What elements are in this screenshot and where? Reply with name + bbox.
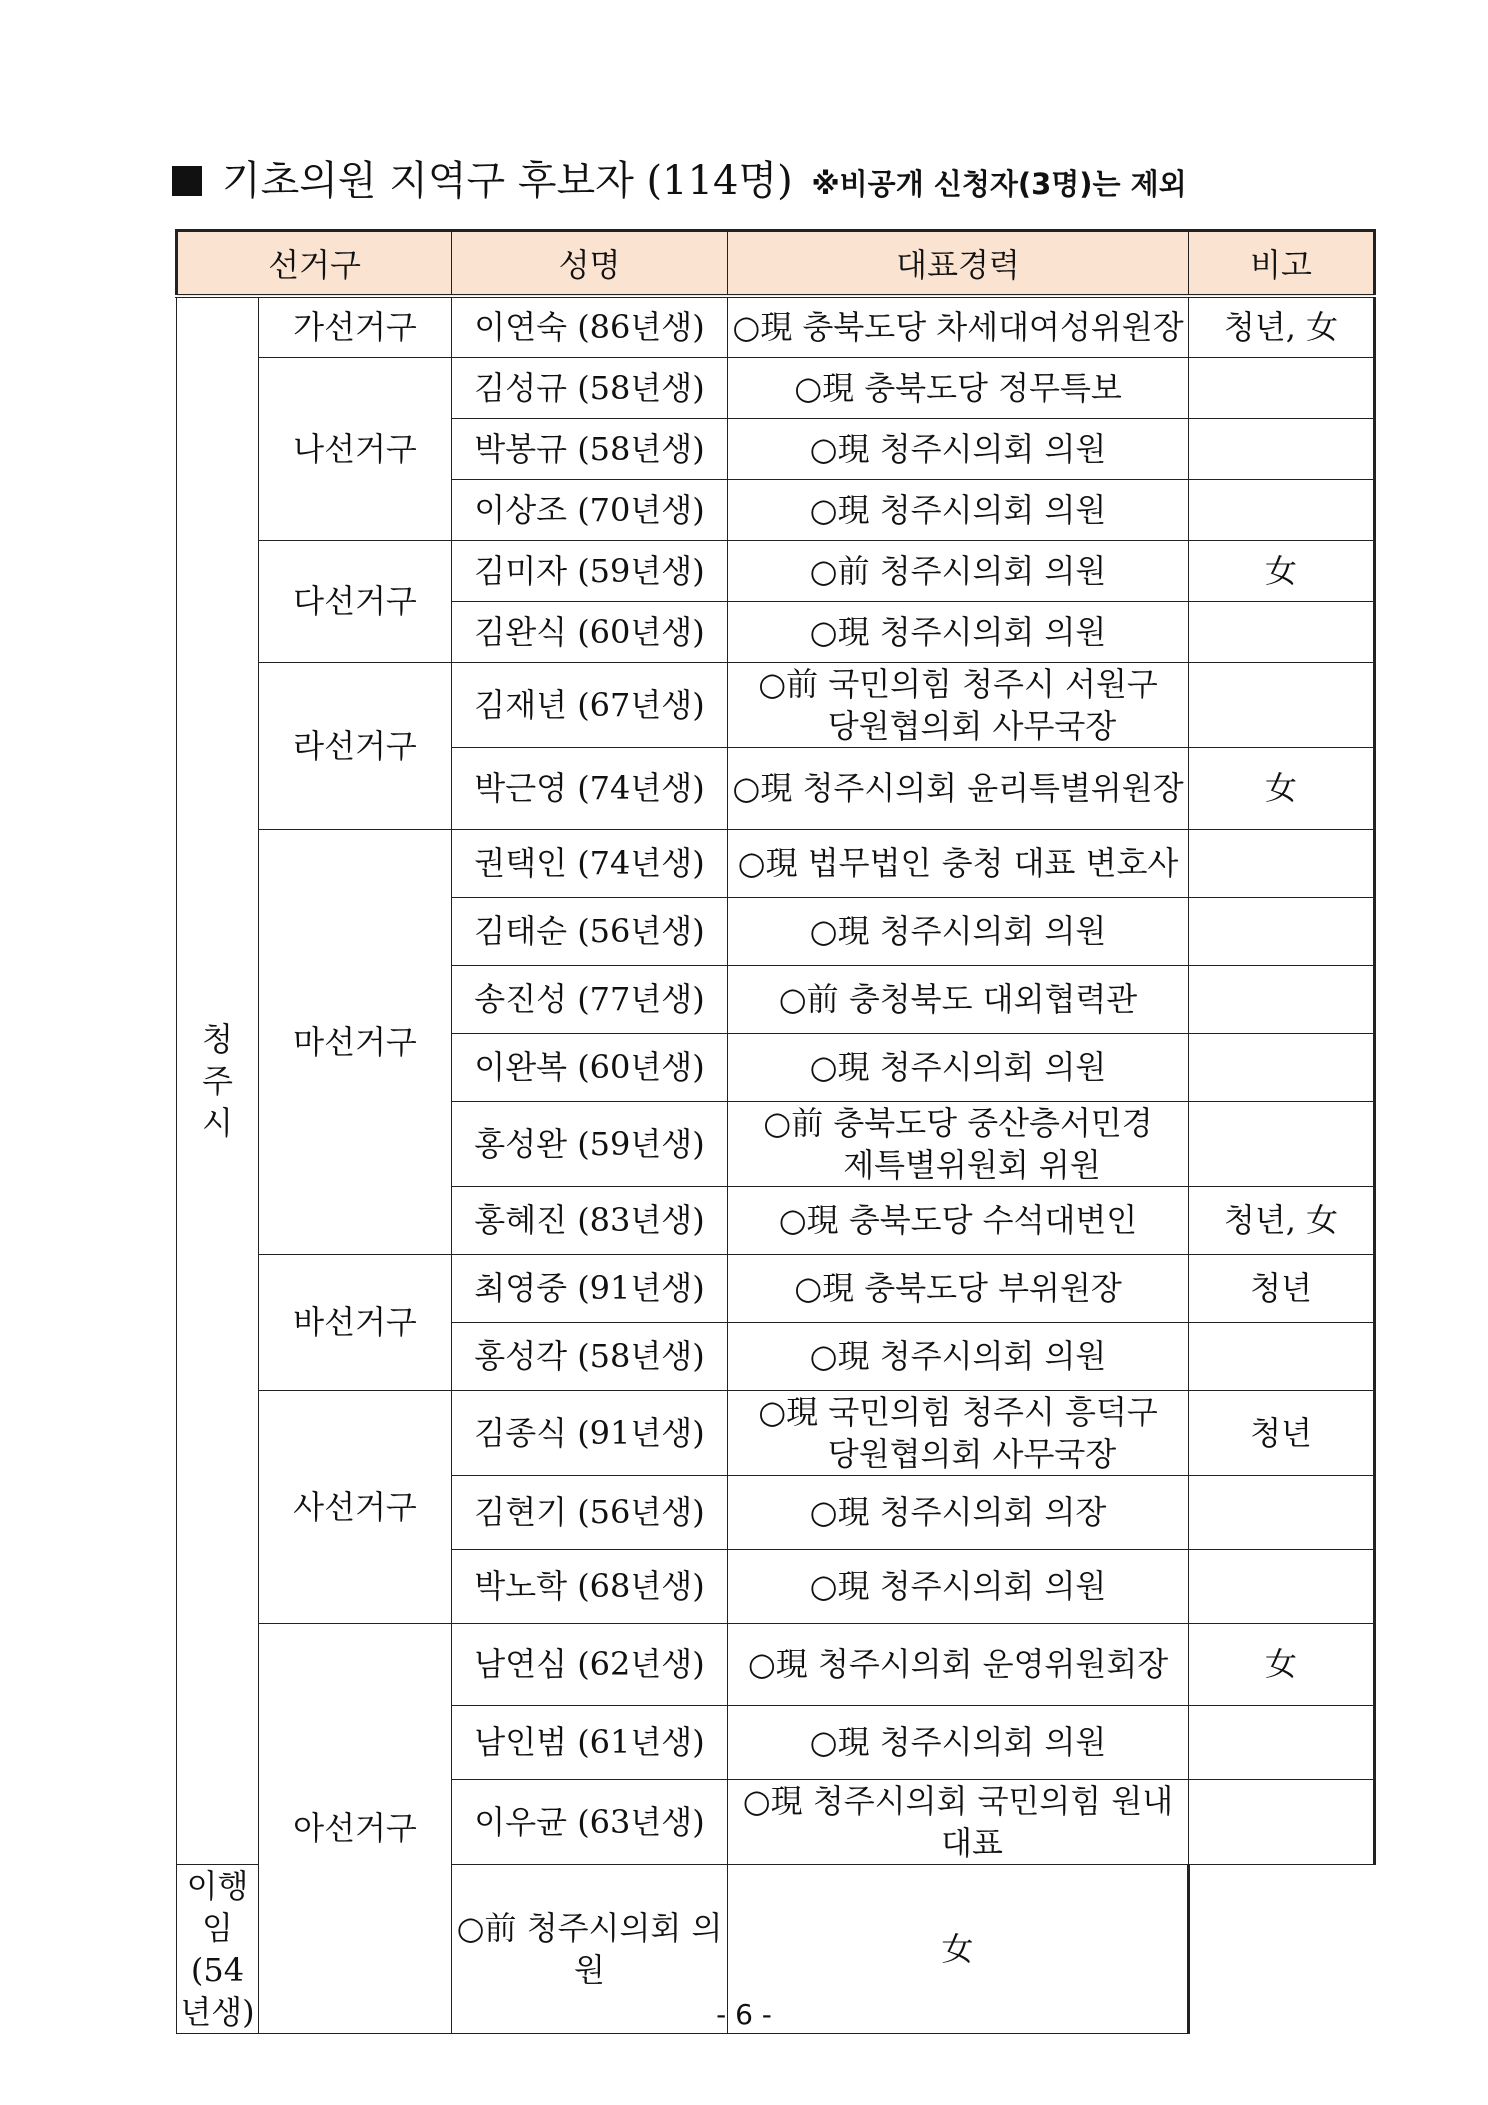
candidate-name: 김성규 (58년생)	[452, 357, 728, 418]
square-bullet-icon	[172, 166, 202, 196]
career-line: ○前 청주시의회 의원	[456, 1908, 723, 1989]
career-line: ○現 충북도당 정무특보	[794, 368, 1122, 407]
candidate-note: 女	[1189, 540, 1375, 601]
candidate-name: 김재년 (67년생)	[452, 662, 728, 747]
header-note: 비고	[1189, 231, 1375, 297]
career-line: ○現 청주시의회 의원	[809, 1723, 1107, 1761]
candidate-name: 김태순 (56년생)	[452, 897, 728, 965]
table-row	[177, 1623, 1375, 1705]
section-title	[172, 156, 1187, 209]
district-cell: 아선거구	[259, 1623, 452, 2033]
career-line: ○前 충북도당 중산층서민경	[763, 1103, 1153, 1142]
header-name: 성명	[452, 231, 728, 297]
candidate-note	[1189, 897, 1375, 965]
candidate-name: 홍혜진 (83년생)	[452, 1186, 728, 1254]
district-cell: 나선거구	[259, 357, 452, 540]
candidate-note	[1189, 1705, 1375, 1779]
candidate-name: 최영중 (91년생)	[452, 1254, 728, 1322]
table-header-row	[177, 231, 1375, 297]
career-line: ○前 충청북도 대외협력관	[778, 980, 1138, 1018]
candidate-career	[728, 965, 1189, 1033]
career-line: 대표	[941, 1823, 1003, 1862]
candidate-note: 청년	[1189, 1254, 1375, 1322]
candidate-career	[728, 1390, 1189, 1475]
candidate-note: 청년, 女	[1189, 296, 1375, 357]
candidate-career	[728, 357, 1189, 418]
candidate-note	[1189, 479, 1375, 540]
candidate-note	[1189, 1322, 1375, 1390]
career-line: ○現 충북도당 부위원장	[794, 1269, 1122, 1307]
candidate-career	[728, 1322, 1189, 1390]
candidate-career	[728, 1254, 1189, 1322]
career-line: ○現 청주시의회 의원	[809, 1048, 1107, 1086]
candidate-note	[1189, 662, 1375, 747]
candidate-note: 청년, 女	[1189, 1186, 1375, 1254]
city-char: 시	[202, 1103, 233, 1142]
table-row	[177, 1390, 1375, 1475]
table-row	[177, 829, 1375, 897]
candidate-note: 청년	[1189, 1390, 1375, 1475]
candidate-name: 송진성 (77년생)	[452, 965, 728, 1033]
career-line: ○前 국민의힘 청주시 서원구	[758, 664, 1158, 703]
candidate-name: 이연숙 (86년생)	[452, 296, 728, 357]
candidate-name: 남인범 (61년생)	[452, 1705, 728, 1779]
district-cell: 다선거구	[259, 540, 452, 662]
district-cell: 가선거구	[259, 296, 452, 357]
candidate-career	[728, 747, 1189, 829]
career-line: ○現 청주시의회 의장	[809, 1493, 1107, 1531]
candidate-career	[728, 1549, 1189, 1623]
candidate-career	[728, 601, 1189, 662]
candidate-career	[728, 1033, 1189, 1101]
district-cell: 바선거구	[259, 1254, 452, 1390]
candidate-note	[1189, 1779, 1375, 1864]
district-cell: 라선거구	[259, 662, 452, 829]
candidate-career	[728, 1779, 1189, 1864]
candidate-table	[175, 229, 1376, 2034]
career-line: ○現 청주시의회 윤리특별위원장	[732, 769, 1184, 807]
candidate-name: 박노학 (68년생)	[452, 1549, 728, 1623]
table-row	[177, 662, 1375, 747]
career-line: ○現 청주시의회 국민의힘 원내	[742, 1781, 1174, 1820]
candidate-career	[728, 1186, 1189, 1254]
candidate-note	[1189, 829, 1375, 897]
table-row	[177, 540, 1375, 601]
title-note: ※비공개 신청자(3명)는 제외	[811, 167, 1187, 201]
candidate-name: 권택인 (74년생)	[452, 829, 728, 897]
candidate-note	[1189, 965, 1375, 1033]
candidate-name: 김종식 (91년생)	[452, 1390, 728, 1475]
candidate-name: 박봉규 (58년생)	[452, 418, 728, 479]
header-district: 선거구	[177, 231, 452, 297]
career-line: ○前 청주시의회 의원	[809, 551, 1107, 590]
district-cell: 마선거구	[259, 829, 452, 1254]
title-main: 기초의원 지역구 후보자 (114명)	[222, 158, 793, 204]
city-cell	[177, 296, 259, 1864]
city-char: 주	[202, 1061, 233, 1100]
candidate-note: 女	[728, 1864, 1189, 2033]
candidate-career	[728, 662, 1189, 747]
candidate-career	[728, 829, 1189, 897]
page-number: - 6 -	[716, 1998, 772, 2031]
career-line: ○現 국민의힘 청주시 흥덕구	[758, 1392, 1158, 1431]
candidate-name: 이상조 (70년생)	[452, 479, 728, 540]
candidate-name: 홍성각 (58년생)	[452, 1322, 728, 1390]
candidate-name: 김현기 (56년생)	[452, 1475, 728, 1549]
candidate-name: 박근영 (74년생)	[452, 747, 728, 829]
table-row	[177, 357, 1375, 418]
candidate-career	[728, 1705, 1189, 1779]
candidate-name: 남연심 (62년생)	[452, 1623, 728, 1705]
candidate-note	[1189, 1033, 1375, 1101]
career-line: ○現 청주시의회 의원	[809, 1337, 1107, 1375]
career-line: ○現 충북도당 차세대여성위원장	[732, 308, 1184, 347]
candidate-career	[728, 418, 1189, 479]
career-line: ○現 법무법인 충청 대표 변호사	[737, 844, 1179, 882]
header-career: 대표경력	[728, 231, 1189, 297]
candidate-name: 홍성완 (59년생)	[452, 1101, 728, 1186]
candidate-career	[728, 540, 1189, 601]
candidate-note	[1189, 1475, 1375, 1549]
career-line: ○現 청주시의회 운영위원회장	[747, 1645, 1169, 1683]
candidate-name: 이우균 (63년생)	[452, 1779, 728, 1864]
career-line: ○現 청주시의회 의원	[809, 429, 1107, 468]
career-line: ○現 청주시의회 의원	[809, 490, 1107, 529]
candidate-career	[728, 479, 1189, 540]
city-char: 청	[202, 1019, 233, 1058]
candidate-career	[728, 1623, 1189, 1705]
career-line: 제특별위원회 위원	[843, 1145, 1101, 1184]
candidate-note: 女	[1189, 747, 1375, 829]
career-line: ○現 청주시의회 의원	[809, 1567, 1107, 1605]
career-line: 당원협의회 사무국장	[827, 706, 1117, 745]
candidate-name: 이행임 (54년생)	[177, 1864, 259, 2033]
candidate-note: 女	[1189, 1623, 1375, 1705]
table-row	[177, 1254, 1375, 1322]
table-row	[177, 296, 1375, 357]
district-cell: 사선거구	[259, 1390, 452, 1623]
career-line: ○現 청주시의회 의원	[809, 612, 1107, 651]
candidate-note	[1189, 1101, 1375, 1186]
candidate-career	[728, 296, 1189, 357]
candidate-note	[1189, 418, 1375, 479]
candidate-career	[728, 1475, 1189, 1549]
career-line: ○現 충북도당 수석대변인	[778, 1201, 1138, 1239]
candidate-name: 김미자 (59년생)	[452, 540, 728, 601]
candidate-note	[1189, 601, 1375, 662]
candidate-name: 김완식 (60년생)	[452, 601, 728, 662]
candidate-name: 이완복 (60년생)	[452, 1033, 728, 1101]
candidate-note	[1189, 1549, 1375, 1623]
career-line: ○現 청주시의회 의원	[809, 912, 1107, 950]
career-line: 당원협의회 사무국장	[827, 1434, 1117, 1473]
candidate-career	[728, 897, 1189, 965]
candidate-career	[728, 1101, 1189, 1186]
candidate-note	[1189, 357, 1375, 418]
